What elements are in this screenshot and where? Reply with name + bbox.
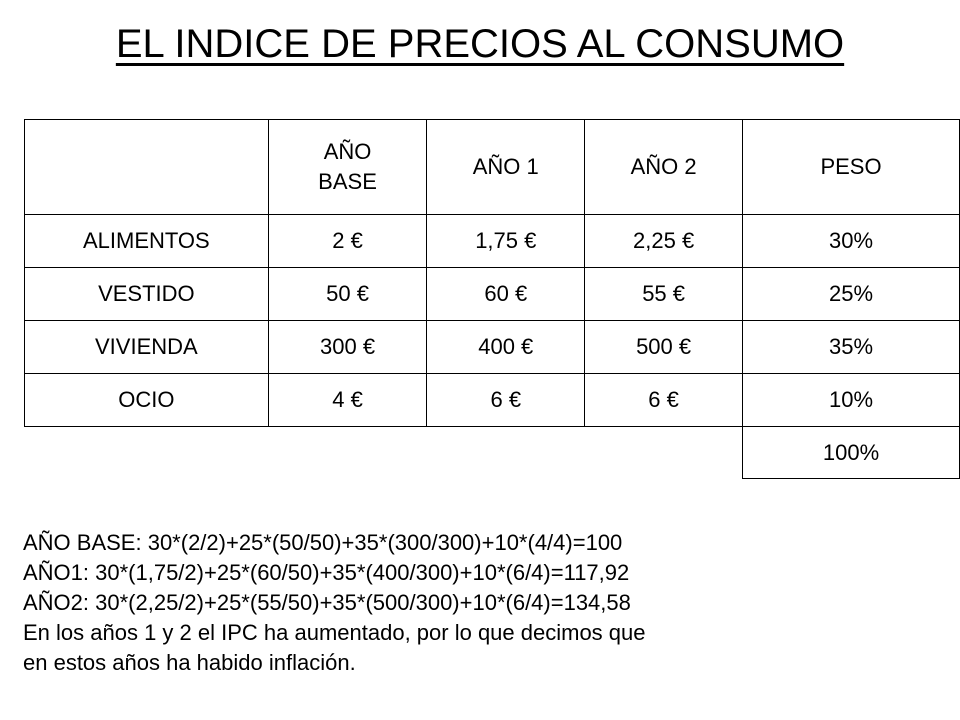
note-ano-base: AÑO BASE: 30*(2/2)+25*(50/50)+35*(300/300)+10*(4/4)=100 — [23, 530, 623, 555]
table-cell: 50 € — [268, 268, 427, 321]
explanation-notes — [23, 528, 943, 678]
table-cell: 2,25 € — [585, 215, 743, 268]
table-cell-category: VESTIDO — [25, 268, 269, 321]
header-cell-peso: PESO — [743, 120, 960, 215]
table-cell: 2 € — [268, 215, 427, 268]
table-cell: 1,75 € — [427, 215, 585, 268]
table-cell: 55 € — [585, 268, 743, 321]
header-cell-ano-base: AÑO BASE — [268, 120, 427, 215]
table-cell: 30% — [743, 215, 960, 268]
table-cell-category: VIVIENDA — [25, 321, 269, 374]
table-cell: 6 € — [427, 374, 585, 427]
empty-cell — [25, 427, 743, 479]
note-ano-1: AÑO1: 30*(1,75/2)+25*(60/50)+35*(400/300)+10*(6/4)=117,92 — [23, 560, 630, 585]
table-cell: 25% — [743, 268, 960, 321]
note-conclusion-1: En los años 1 y 2 el IPC ha aumentado, por lo que decimos que — [23, 620, 646, 645]
header-cell-corner — [25, 120, 269, 215]
total-peso-cell: 100% — [743, 427, 960, 479]
table-row — [25, 268, 960, 321]
header-cell-ano-1: AÑO 1 — [427, 120, 585, 215]
table-header-row — [25, 120, 960, 215]
table-cell-category: OCIO — [25, 374, 269, 427]
table-cell: 35% — [743, 321, 960, 374]
table-row — [25, 321, 960, 374]
table-cell: 6 € — [585, 374, 743, 427]
table-cell-category: ALIMENTOS — [25, 215, 269, 268]
table-cell: 4 € — [268, 374, 427, 427]
table-row — [25, 215, 960, 268]
page-title: EL INDICE DE PRECIOS AL CONSUMO — [115, 22, 845, 66]
table-cell: 300 € — [268, 321, 427, 374]
table-cell: 400 € — [427, 321, 585, 374]
note-conclusion-2: en estos años ha habido inflación. — [23, 650, 356, 675]
table-total-row — [25, 427, 960, 479]
table-cell: 60 € — [427, 268, 585, 321]
note-ano-2: AÑO2: 30*(2,25/2)+25*(55/50)+35*(500/300)+10*(6/4)=134,58 — [23, 590, 631, 615]
price-table — [24, 119, 960, 479]
table-cell: 500 € — [585, 321, 743, 374]
table-row — [25, 374, 960, 427]
header-cell-ano-2: AÑO 2 — [585, 120, 743, 215]
table-cell: 10% — [743, 374, 960, 427]
